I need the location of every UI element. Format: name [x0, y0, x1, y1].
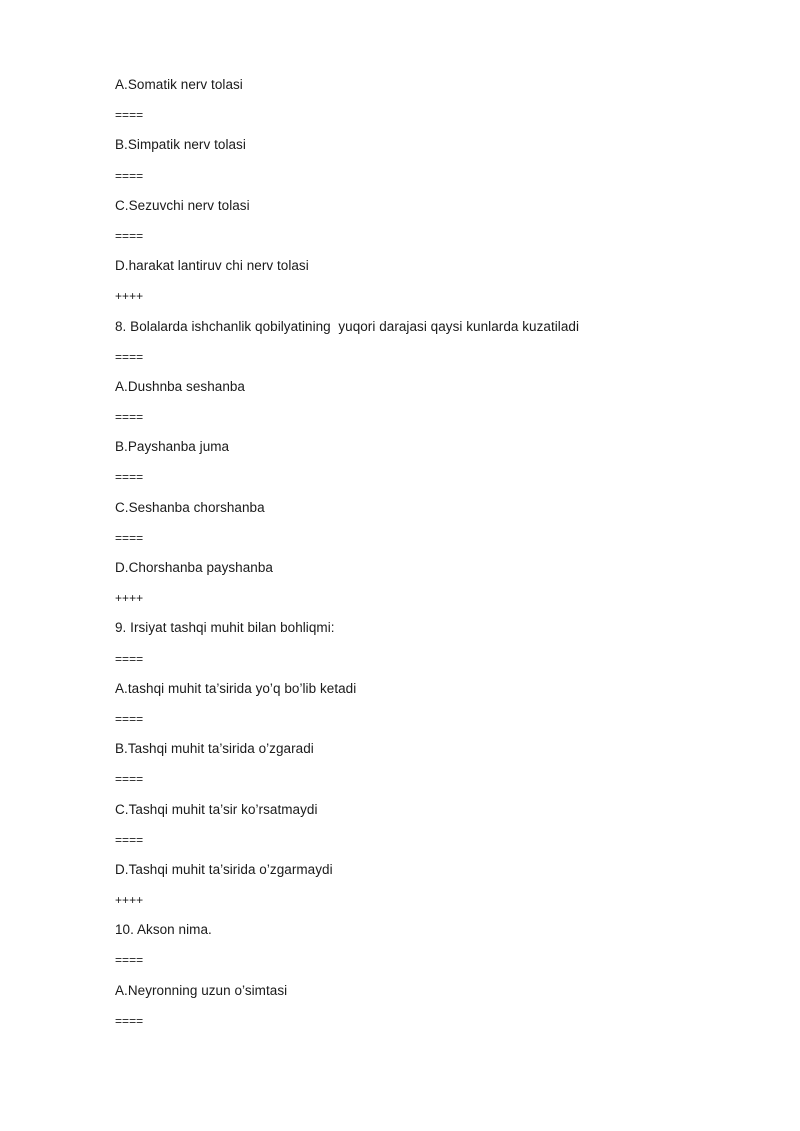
separator-line: ====: [115, 651, 144, 666]
separator-line: ====: [115, 470, 144, 485]
text-line: A.tashqi muhit ta’sirida yo’q bo’lib ketadi: [115, 680, 357, 696]
separator-line: ====: [115, 953, 144, 968]
text-line: A.Neyronning uzun o’simtasi: [115, 982, 288, 998]
separator-line: ====: [115, 228, 144, 243]
text-line: C.Sezuvchi nerv tolasi: [115, 197, 250, 213]
text-line: B.Payshanba juma: [115, 439, 230, 455]
text-line: C.Tashqi muhit ta’sir ko’rsatmaydi: [115, 801, 318, 817]
question-line: 10. Akson nima.: [115, 922, 212, 938]
separator-line: ====: [115, 168, 144, 183]
separator-line: ====: [115, 410, 144, 425]
question-line: 9. Irsiyat tashqi muhit bilan bohliqmi:: [115, 620, 335, 636]
separator-line: ====: [115, 1013, 144, 1028]
question-line: 8. Bolalarda ishchanlik qobilyatining yuqori darajasi qaysi kunlarda kuzatiladi: [115, 318, 580, 334]
separator-line: ++++: [115, 591, 144, 606]
separator-line: ++++: [115, 893, 144, 908]
text-line: C.Seshanba chorshanba: [115, 499, 265, 515]
text-line: B.Simpatik nerv tolasi: [115, 137, 246, 153]
separator-line: ====: [115, 832, 144, 847]
text-line: D.Chorshanba payshanba: [115, 560, 273, 575]
separator-line: ====: [115, 349, 144, 364]
text-line: A.Somatik nerv tolasi: [115, 77, 243, 92]
text-line: A.Dushnba seshanba: [115, 378, 245, 394]
text-line: B.Tashqi muhit ta’sirida o’zgaradi: [115, 741, 314, 757]
separator-line: ====: [115, 108, 144, 123]
separator-line: ++++: [115, 289, 144, 304]
separator-line: ====: [115, 530, 144, 545]
text-line: D.Tashqi muhit ta’sirida o’zgarmaydi: [115, 861, 333, 877]
separator-line: ====: [115, 772, 144, 787]
question-list: [115, 75, 755, 1041]
separator-line: ====: [115, 711, 144, 726]
text-line: D.harakat lantiruv chi nerv tolasi: [115, 258, 309, 274]
